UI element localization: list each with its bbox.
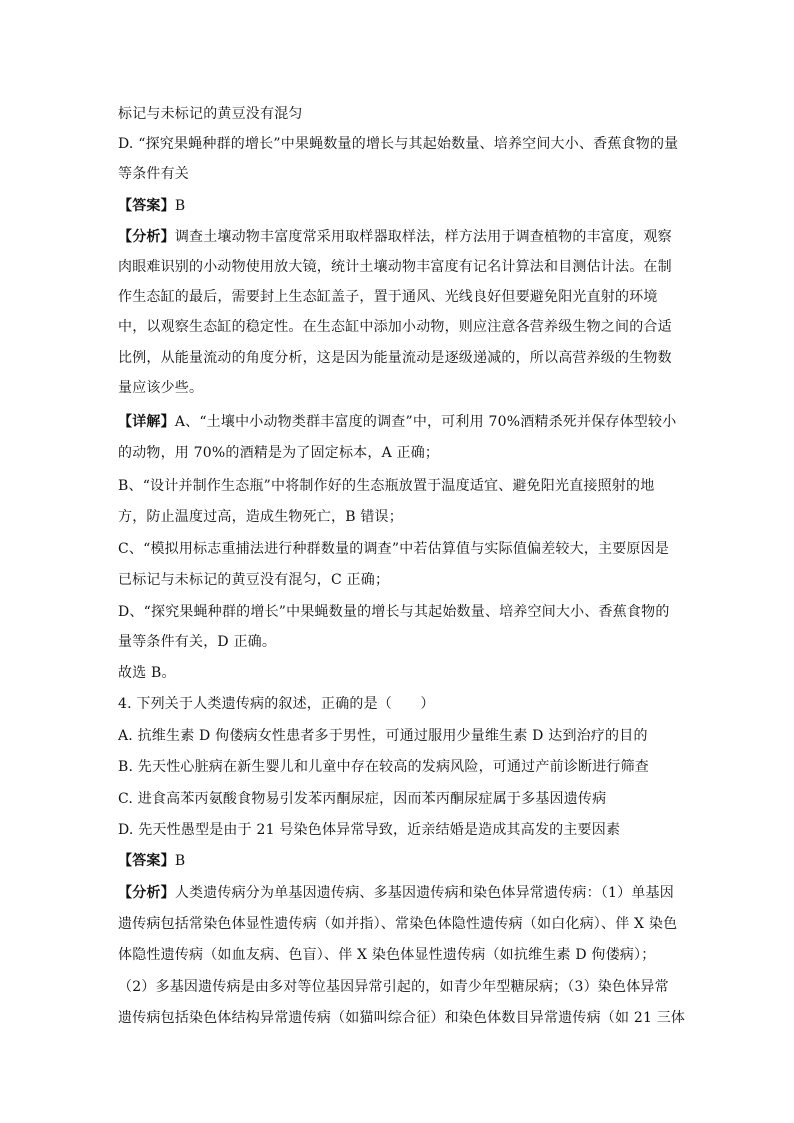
analysis-line: 遗传病包括染色体结构异常遗传病（如猫叫综合征）和染色体数目异常遗传病（如 21 三体 [118, 1010, 686, 1026]
answer-label: 【答案】B [118, 853, 186, 869]
detail-line: 【详解】A、“土壤中小动物类群丰富度的调查”中，可利用 70%酒精杀死并保存体型较小 [118, 414, 677, 430]
detail-line: 量等条件有关，D 正确。 [118, 634, 277, 650]
option-d-line: D. “探究果蝇种群的增长”中果蝇数量的增长与其起始数量、培养空间大小、香蕉食物的量 [118, 136, 679, 152]
question-4-option-c: C. 进食高苯丙氨酸食物易引发苯丙酮尿症，因而苯丙酮尿症属于多基因遗传病 [118, 791, 607, 807]
conclusion-line: 故选 B。 [118, 665, 176, 681]
analysis-line: 作生态缸的最后，需要封上生态缸盖子，置于通风、光线良好但要避免阳光直射的环境 [118, 289, 658, 305]
analysis-line: 中，以观察生态缸的稳定性。在生态缸中添加小动物，则应注意各营养级生物之间的合适 [118, 319, 672, 335]
analysis-line: 肉眼难识别的小动物使用放大镜，统计土壤动物丰富度有记名计算法和目测估计法。在制 [118, 259, 672, 275]
detail-line: B、“设计并制作生态瓶”中将制作好的生态瓶放置于温度适宜、避免阳光直接照射的地 [118, 478, 655, 494]
text-line: 等条件有关 [118, 166, 189, 182]
analysis-line: 【分析】调查土壤动物丰富度常采用取样器取样法，样方法用于调查植物的丰富度，观察 [118, 229, 672, 245]
detail-line: C、“模拟用标志重捕法进行种群数量的调查”中若估算值与实际值偏差较大，主要原因是 [118, 541, 670, 557]
detail-line: D、“探究果蝇种群的增长”中果蝇数量的增长与其起始数量、培养空间大小、香蕉食物的 [118, 604, 670, 620]
analysis-line: 遗传病包括常染色体显性遗传病（如并指）、常染色体隐性遗传病（如白化病）、伴 X 染色 [118, 916, 678, 932]
analysis-line: 【分析】人类遗传病分为单基因遗传病、多基因遗传病和染色体异常遗传病：（1）单基因 [118, 885, 674, 901]
detail-line: 方，防止温度过高，造成生物死亡，B 错误； [118, 509, 403, 525]
question-4-option-a: A. 抗维生素 D 佝偻病女性患者多于男性，可通过服用少量维生素 D 达到治疗的目的 [118, 728, 648, 744]
question-4-option-b: B. 先天性心脏病在新生婴儿和儿童中存在较高的发病风险，可通过产前诊断进行筛查 [118, 759, 649, 775]
analysis-line: （2）多基因遗传病是由多对等位基因异常引起的，如青少年型糖尿病；（3）染色体异常 [118, 979, 669, 995]
analysis-line: 比例，从能量流动的角度分析，这是因为能量流动是逐级递减的，所以高营养级的生物数 [118, 350, 672, 366]
text-line: 标记与未标记的黄豆没有混匀 [118, 106, 303, 122]
question-4-option-d: D. 先天性愚型是由于 21 号染色体异常导致，近亲结婚是造成其高发的主要因素 [118, 822, 621, 838]
analysis-line: 量应该少些。 [118, 380, 204, 396]
analysis-line: 体隐性遗传病（如血友病、色盲）、伴 X 染色体显性遗传病（如抗维生素 D 佝偻病）； [118, 947, 656, 963]
detail-line: 已标记与未标记的黄豆没有混匀，C 正确； [118, 572, 390, 588]
question-4-stem: 4. 下列关于人类遗传病的叙述，正确的是（ ） [118, 696, 435, 712]
answer-label: 【答案】B [118, 198, 186, 214]
detail-line: 的动物，用 70%的酒精是为了固定标本，A 正确； [118, 445, 440, 461]
